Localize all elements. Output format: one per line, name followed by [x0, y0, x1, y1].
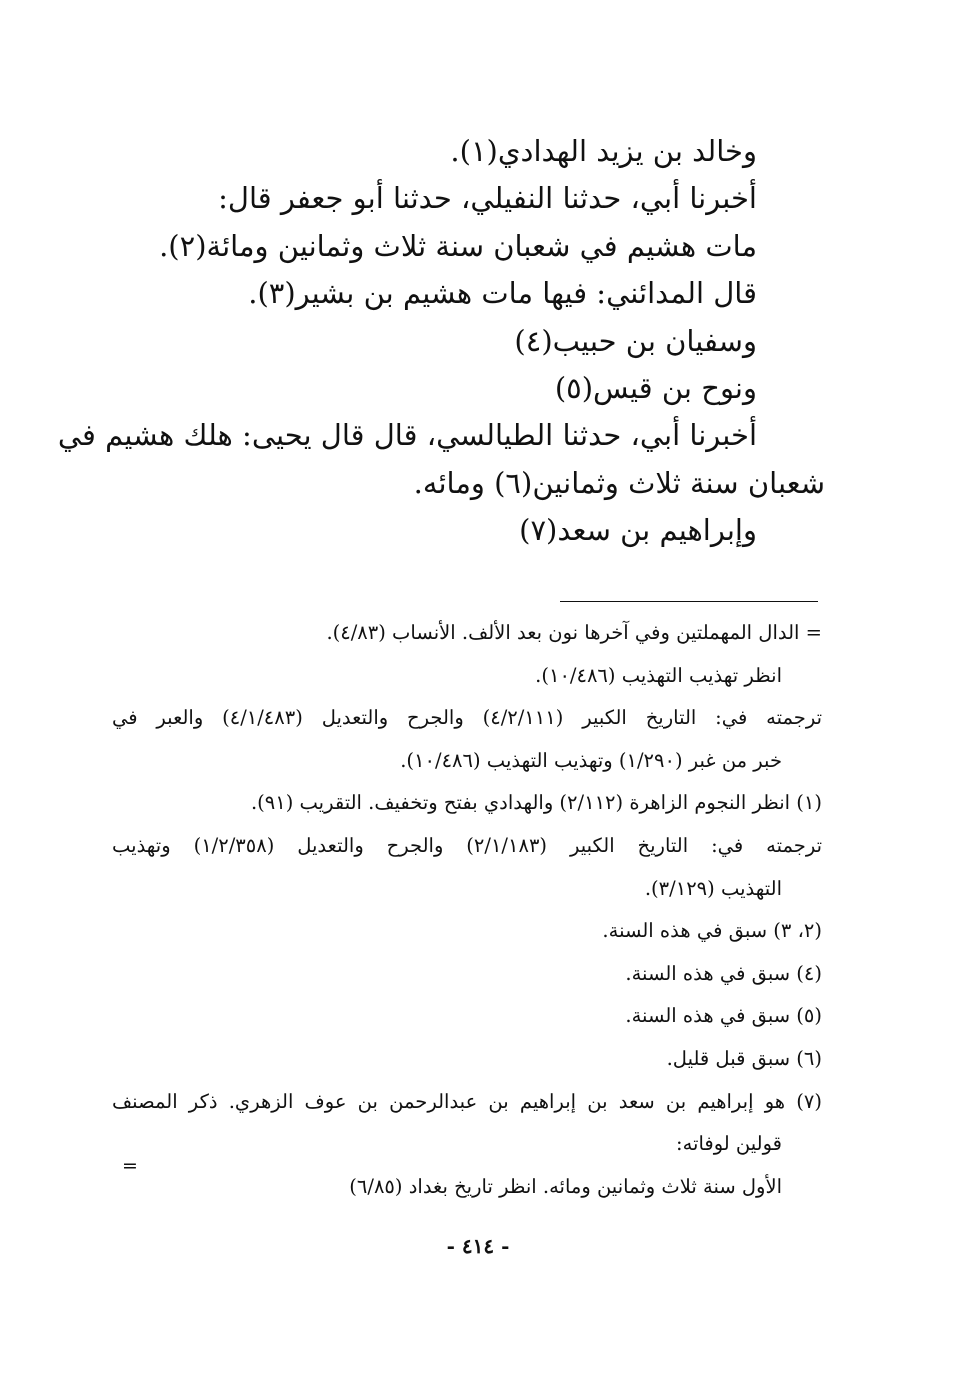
main-line: مات هشيم في شعبان سنة ثلاث وثمانين ومائة(٢). [159, 228, 757, 263]
main-line: وسفيان بن حبيب(٤) [514, 323, 757, 358]
footnote-line: ترجمته في: التاريخ الكبير (٢/١/١٨٣) والجرح والتعديل (١/٢/٣٥٨) وتهذيب [112, 833, 822, 857]
footnote-line: (٥) سبق في هذه السنة. [625, 1004, 822, 1028]
continuation-mark: = [122, 1155, 138, 1177]
main-line: شعبان سنة ثلاث وثمانين(٦) ومائه. [413, 465, 825, 500]
footnote-line: = الدال المهملتين وفي آخرها نون بعد الألف. الأنساب (٤/٨٣). [326, 621, 822, 644]
main-text-block [57, 128, 825, 555]
main-line: أخبرنا أبي، حدثنا الطيالسي، قال قال يحيى: هلك هشيم في [57, 418, 757, 453]
footnote-line: الأول سنة ثلاث وثمانين ومائه. انظر تاريخ بغداد (٦/٨٥) [349, 1174, 782, 1198]
footnote-line: ترجمته في: التاريخ الكبير (٤/٢/١١١) والجرح والتعديل (٤/١/٤٨٣) والعبر في [112, 706, 823, 730]
footnotes-block [112, 612, 822, 1208]
footnote-divider [560, 601, 818, 602]
footnote-line: (٤) سبق في هذه السنة. [625, 961, 822, 985]
footnote-line: (٢، ٣) سبق في هذه السنة. [602, 919, 822, 943]
main-line: أخبرنا أبي، حدثنا النفيلي، حدثنا أبو جعفر قال: [218, 181, 757, 216]
footnote-line: قولين لوفاته: [676, 1132, 782, 1156]
footnote-line: انظر تهذيب التهذيب (١٠/٤٨٦). [535, 663, 782, 687]
main-line: وخالد بن يزيد الهدادي(١). [450, 134, 757, 168]
main-line: وإبراهيم بن سعد(٧) [519, 513, 757, 548]
page-number: - ٤١٤ - [446, 1234, 510, 1258]
main-line: قال المدائني: فيها مات هشيم بن بشير(٣). [248, 276, 757, 311]
main-line: ونوح بن قيس(٥) [554, 370, 757, 405]
footnote-line: (١) انظر النجوم الزاهرة (٢/١١٢) والهدادي بفتح وتخفيف. التقريب (٩١). [250, 791, 822, 815]
footnote-line: خبر من غبر (١/٢٩٠) وتهذيب التهذيب (١٠/٤٨٦). [400, 748, 782, 772]
footnote-line: (٧) هو إبراهيم بن سعد بن إبراهيم بن عبدالرحمن بن عوف الزهري. ذكر المصنف [112, 1089, 822, 1113]
footnote-line: (٦) سبق قبل قليل. [666, 1046, 822, 1070]
footnote-line: التهذيب (٣/١٢٩). [644, 876, 782, 900]
